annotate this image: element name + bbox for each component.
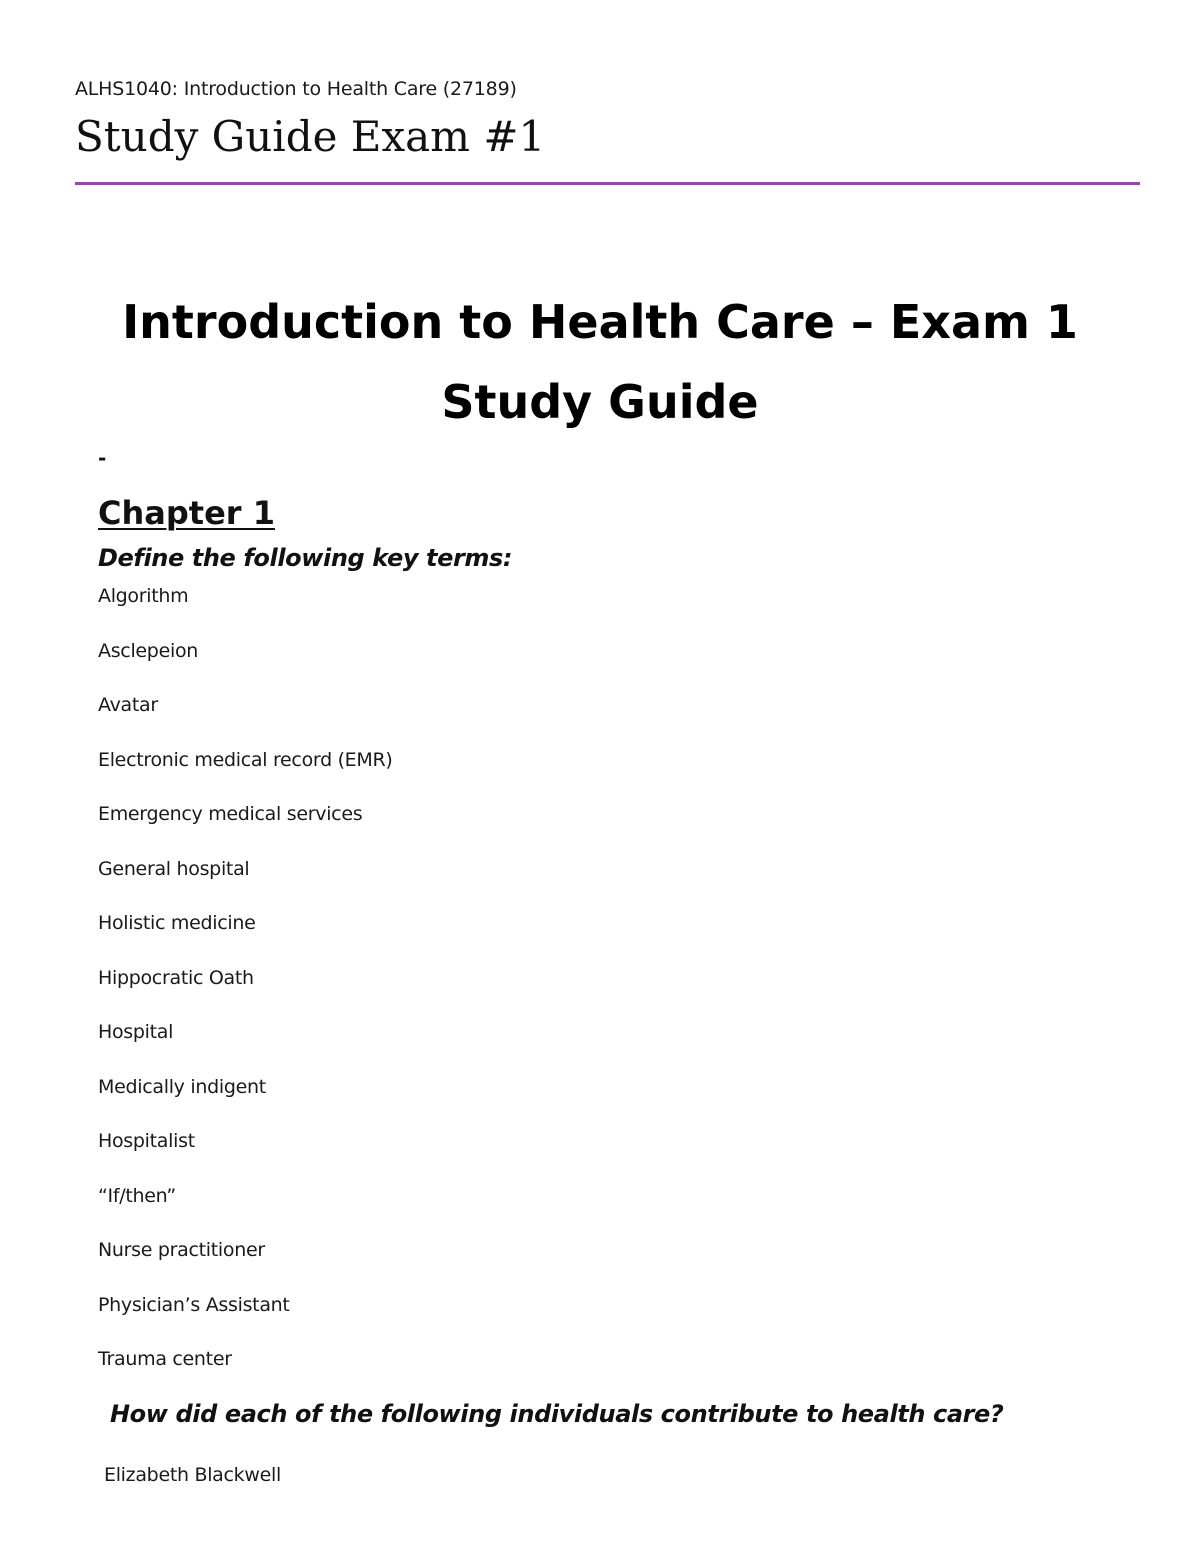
page-title: Study Guide Exam #1 [75, 112, 546, 161]
key-term: Emergency medical services [98, 803, 363, 825]
key-term: Avatar [98, 694, 158, 716]
key-term: Trauma center [98, 1348, 232, 1370]
individual-item: Elizabeth Blackwell [104, 1464, 281, 1486]
main-heading-line-1: Introduction to Health Care – Exam 1 [122, 295, 1078, 349]
key-term: “If/then” [98, 1184, 176, 1207]
key-terms-list [98, 584, 393, 1402]
key-term: Physician’s Assistant [98, 1293, 290, 1316]
key-term: Hospital [98, 1021, 174, 1043]
define-terms-prompt: Define the following key terms: [98, 544, 513, 572]
dash-mark: - [98, 446, 107, 470]
main-heading-line-2: Study Guide [441, 375, 759, 429]
course-title: ALHS1040: Introduction to Health Care (27189) [75, 78, 517, 100]
contribution-prompt: How did each of the following individuals contribute to health care? [110, 1400, 1004, 1428]
key-term: Holistic medicine [98, 912, 256, 934]
key-term: Nurse practitioner [98, 1239, 265, 1261]
key-term: Algorithm [98, 585, 189, 607]
key-term: Hippocratic Oath [98, 966, 254, 989]
key-term: Medically indigent [98, 1075, 266, 1098]
key-term: Asclepeion [98, 639, 199, 662]
key-term: General hospital [98, 857, 250, 880]
title-divider [75, 182, 1140, 185]
main-heading [0, 282, 1200, 442]
chapter-1-heading: Chapter 1 [98, 494, 275, 532]
key-term: Electronic medical record (EMR) [98, 748, 393, 771]
key-term: Hospitalist [98, 1130, 195, 1152]
